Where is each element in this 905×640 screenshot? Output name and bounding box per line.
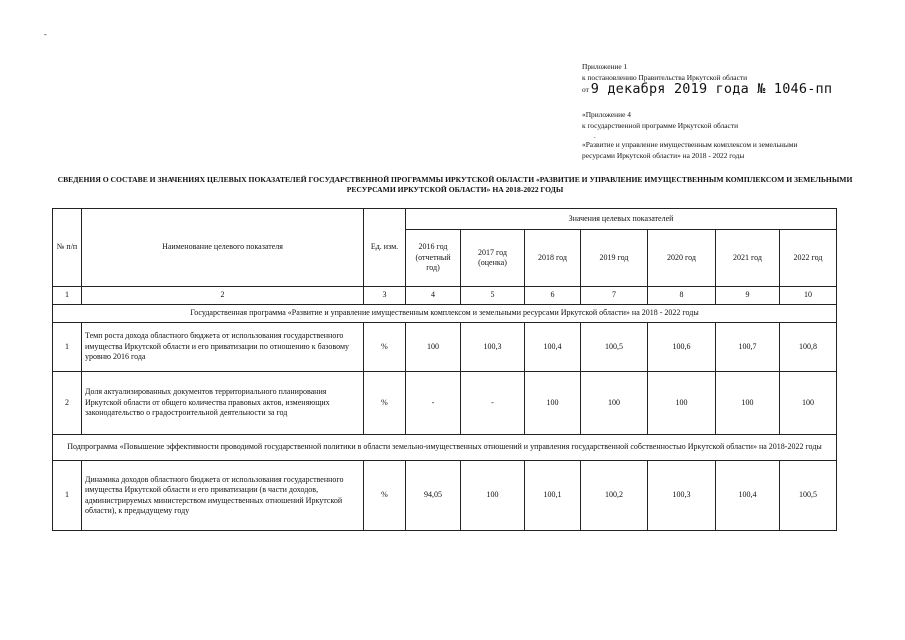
approval-line-1: Приложение 1 (582, 62, 628, 71)
section-row-program (53, 305, 837, 323)
row-name: Доля актуализированных документов территориального планирования Иркутской области от общего количества правовых актов, изменяющих законодательство о градостроительной деятельности за год (82, 372, 364, 435)
row-value: 100,1 (525, 461, 581, 531)
column-number: 2 (82, 287, 364, 305)
row-value: 100,5 (581, 323, 648, 372)
header-row-1 (53, 209, 837, 230)
column-number: 10 (780, 287, 837, 305)
row-unit: % (364, 323, 406, 372)
program-line: к государственной программе Иркутской области (582, 121, 739, 130)
row-value: 100 (780, 372, 837, 435)
row-num: 1 (53, 323, 82, 372)
row-value: 100 (648, 372, 716, 435)
column-number: 7 (581, 287, 648, 305)
row-value: 94,05 (406, 461, 461, 531)
row-value: 100,3 (648, 461, 716, 531)
row-name: Динамика доходов областного бюджета от использования государственного имущества Иркутской области и его приватизации (в части доходов, администрируемых министерством имущественных отношений Иркутской области), к предыдущему году (82, 461, 364, 531)
row-value: - (406, 372, 461, 435)
scan-dot: . (594, 132, 596, 140)
row-value: - (461, 372, 525, 435)
approval-block (582, 61, 832, 161)
header-year-2018: 2018 год (525, 230, 581, 287)
row-value: 100 (716, 372, 780, 435)
header-year-2022: 2022 год (780, 230, 837, 287)
column-number: 8 (648, 287, 716, 305)
row-unit: % (364, 372, 406, 435)
row-value: 100 (406, 323, 461, 372)
column-number: 3 (364, 287, 406, 305)
row-value: 100 (461, 461, 525, 531)
appendix-line: «Приложение 4 (582, 110, 631, 119)
column-number: 6 (525, 287, 581, 305)
column-numbers-row (53, 287, 837, 305)
row-value: 100 (525, 372, 581, 435)
indicators-table (52, 208, 837, 531)
approval-line-2: к постановлению Правительства Иркутской области (582, 73, 748, 82)
row-value: 100,4 (716, 461, 780, 531)
header-year-2017: 2017 год (оценка) (461, 230, 525, 287)
row-name: Темп роста дохода областного бюджета от использования государственного имущества Иркутской области и его приватизации по отношению к базовому уровню 2016 года (82, 323, 364, 372)
column-number: 5 (461, 287, 525, 305)
row-value: 100,2 (581, 461, 648, 531)
corner-mark: - (44, 30, 47, 39)
header-year-2020: 2020 год (648, 230, 716, 287)
row-value: 100,6 (648, 323, 716, 372)
column-number: 9 (716, 287, 780, 305)
row-value: 100 (581, 372, 648, 435)
section-subprogram: Подпрограмма «Повышение эффективности проводимой государственной политики в области земельно-имущественных отношений и управления государственной собственностью Иркутской области» на 2018-2022 годы (53, 435, 837, 461)
row-unit: % (364, 461, 406, 531)
approval-date-prefix: от (582, 85, 589, 94)
section-program: Государственная программа «Развитие и управление имущественным комплексом и земельными ресурсами Иркутской области» на 2018 - 2022 годы (53, 305, 837, 323)
row-num: 2 (53, 372, 82, 435)
program-title-line: «Развитие и управление имущественным комплексом и земельными ресурсами Иркутской области» на 2018 - 2022 годы (582, 140, 798, 160)
row-value: 100,4 (525, 323, 581, 372)
row-value: 100,7 (716, 323, 780, 372)
header-unit: Ед. изм. (364, 209, 406, 287)
table-row (53, 461, 837, 531)
column-number: 4 (406, 287, 461, 305)
header-num: № п/п (53, 209, 82, 287)
column-number: 1 (53, 287, 82, 305)
approval-date-line (582, 83, 832, 95)
document-title: СВЕДЕНИЯ О СОСТАВЕ И ЗНАЧЕНИЯХ ЦЕЛЕВЫХ ПОКАЗАТЕЛЕЙ ГОСУДАРСТВЕННОЙ ПРОГРАММЫ ИРКУТСКОЙ ОБЛАСТИ «РАЗВИТИЕ И УПРАВЛЕНИЕ ИМУЩЕСТВЕННЫМ КОМПЛЕКСОМ И ЗЕМЕЛЬНЫМИ РЕСУРСАМИ ИРКУТСКОЙ ОБЛАСТИ» НА 2018-2022 ГОДЫ (57, 175, 853, 194)
section-row-subprogram (53, 435, 837, 461)
row-value: 100,3 (461, 323, 525, 372)
row-value: 100,5 (780, 461, 837, 531)
approval-date-handwritten: 9 декабря 2019 года № 1046-пп (590, 81, 833, 97)
header-year-2019: 2019 год (581, 230, 648, 287)
header-year-2016: 2016 год (отчетный год) (406, 230, 461, 287)
header-values: Значения целевых показателей (406, 209, 837, 230)
table-row (53, 372, 837, 435)
header-name: Наименование целевого показателя (82, 209, 364, 287)
row-num: 1 (53, 461, 82, 531)
row-value: 100,8 (780, 323, 837, 372)
table-row (53, 323, 837, 372)
header-year-2021: 2021 год (716, 230, 780, 287)
